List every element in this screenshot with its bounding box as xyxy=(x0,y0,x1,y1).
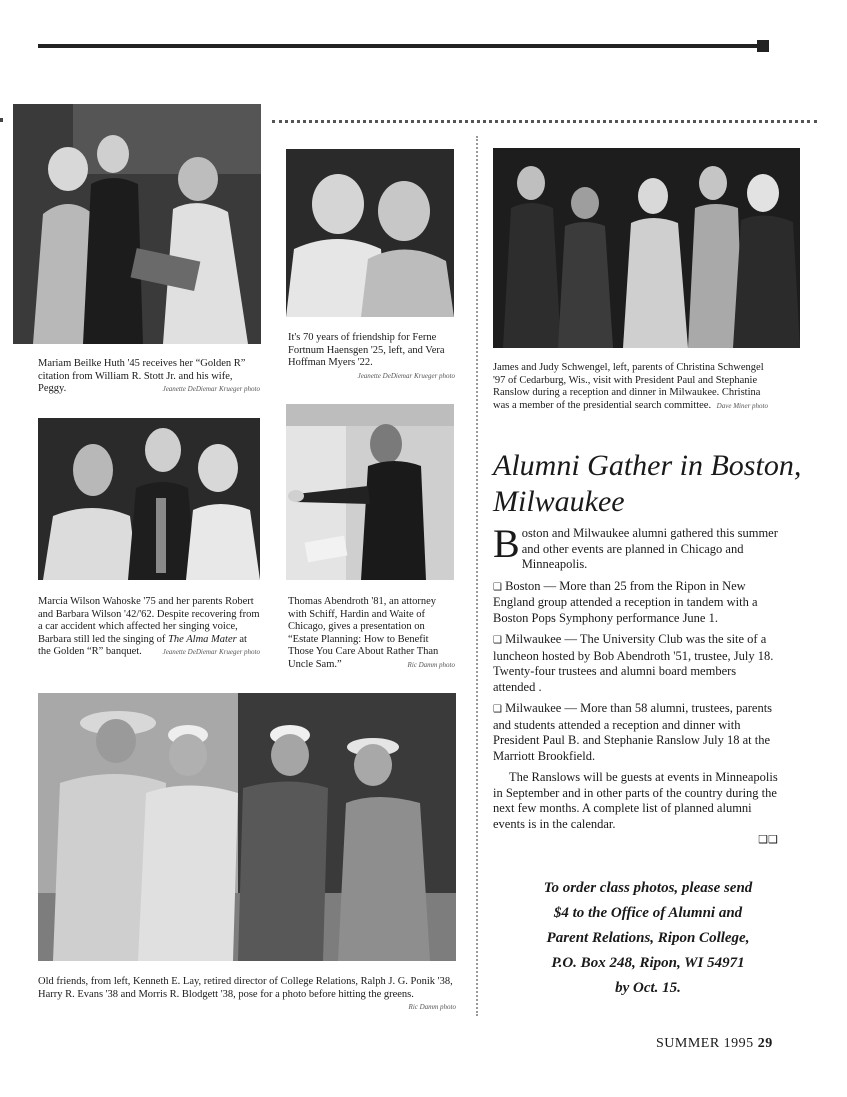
event-item-text: Boston — More than 25 from the Ripon in New England group attended a reception in tandem with a Boston Pops Symphony performance June 1. xyxy=(493,578,758,625)
event-item xyxy=(493,579,778,627)
photo-schwengel-ranslow xyxy=(493,148,800,348)
photo-credit: Ric Damm photo xyxy=(407,660,455,669)
event-item xyxy=(493,632,778,695)
photo-golf-friends xyxy=(38,693,456,961)
photo-credit: Jeanette DeDiemar Krueger photo xyxy=(162,385,260,393)
photo-credit: Jeanette DeDiemar Krueger photo xyxy=(357,371,455,380)
photo-golden-r-citation xyxy=(13,104,261,344)
article-headline: Alumni Gather in Boston, Milwaukee xyxy=(493,449,802,518)
event-item-text: Milwaukee — The University Club was the site of a luncheon hosted by Bob Abendroth '51, trustee, July 18. Twenty-four trustees and alumni board members attended . xyxy=(493,632,774,694)
photo-credit: Ric Damm photo xyxy=(408,1003,456,1011)
event-item xyxy=(493,701,778,764)
drop-cap: B xyxy=(493,521,520,566)
caption-wilson xyxy=(38,596,260,659)
photo-abendroth-presentation xyxy=(286,404,454,580)
article-body xyxy=(493,521,778,848)
order-line: $4 to the Office of Alumni and xyxy=(553,905,743,921)
caption-golf-text: Old friends, from left, Kenneth E. Lay, retired director of College Relations, Ralph J. G. Ponik '38, Harry R. Evans '38 and Morris R. Blodgett '38, pose for a photo before hitting the greens. xyxy=(38,976,453,1000)
checkbox-bullet-icon: ❑ xyxy=(493,704,502,715)
order-photos-notice xyxy=(498,876,798,1001)
photo-credit: Dave Miner photo xyxy=(716,401,768,410)
column-divider xyxy=(476,136,478,1016)
checkbox-bullet-icon: ❑ xyxy=(493,635,502,646)
article-closing: The Ranslows will be guests at events in Minneapolis in September and in other parts of the country during the next few months. A complete list of planned alumni events is in the calendar. xyxy=(493,770,778,831)
order-line: by Oct. 15. xyxy=(615,980,681,996)
caption-abendroth xyxy=(288,596,455,671)
order-line: P.O. Box 248, Ripon, WI 54971 xyxy=(551,955,745,971)
article-intro xyxy=(493,521,778,573)
issue-label: SUMMER 1995 xyxy=(656,1036,754,1051)
photo-credit: Jeanette DeDiemar Krueger photo xyxy=(162,648,260,656)
photo-friendship xyxy=(286,149,454,317)
caption-golden-r-text: Mariam Beilke Huth '45 receives her “Golden R” citation from William R. Stott Jr. and his wife, Peggy. xyxy=(38,358,246,394)
order-line: To order class photos, please send xyxy=(543,880,753,896)
caption-friendship-text: It's 70 years of friendship for Ferne Fortnum Haensgen '25, left, and Vera Hoffman Myers '22. xyxy=(288,332,445,368)
caption-schwengel-text: James and Judy Schwengel, left, parents of Christina Schwengel '97 of Cedarburg, Wis., visit with President Paul and Stephanie Ranslow during a reception and dinner in Milwaukee. Christina was a member of the presidential search committee. xyxy=(493,362,764,411)
caption-wilson-text-2: at the Golden “R” banquet. xyxy=(38,633,247,657)
event-item-text: Milwaukee — More than 58 alumni, trustees, parents and students attended a reception and dinner with President Paul B. and Stephanie Ranslow July 18 at the Marriott Brookfield. xyxy=(493,701,773,763)
top-rule-end-square xyxy=(757,40,769,52)
order-line: Parent Relations, Ripon College, xyxy=(546,930,750,946)
dotted-rule xyxy=(272,120,817,123)
checkbox-bullet-icon: ❑ xyxy=(493,581,502,593)
caption-golf xyxy=(38,976,456,1014)
caption-schwengel xyxy=(493,362,768,412)
page-footer xyxy=(656,1036,773,1052)
photo-wilson-family xyxy=(38,418,260,580)
caption-wilson-text-1: Marcia Wilson Wahoske '75 and her parents Robert and Barbara Wilson '42/'62. Despite recovering from a car accident which affected her singing voice, Barbara still led the singing of xyxy=(38,596,260,645)
end-mark-icon: ❑❑ xyxy=(758,833,778,846)
caption-abendroth-text: Thomas Abendroth '81, an attorney with Schiff, Hardin and Waite of Chicago, gives a presentation on “Estate Planning: How to Benefit Those You Care About Rather Than Uncle Sam.” xyxy=(288,596,439,670)
page-number: 29 xyxy=(757,1036,773,1051)
caption-golden-r xyxy=(38,358,260,396)
top-rule xyxy=(38,44,760,48)
edge-dot xyxy=(0,118,3,122)
article-intro-text: oston and Milwaukee alumni gathered this summer and other events are planned in Chicago and Minneapolis. xyxy=(521,526,778,571)
caption-friendship xyxy=(288,332,455,382)
caption-wilson-title: The Alma Mater xyxy=(168,633,237,645)
